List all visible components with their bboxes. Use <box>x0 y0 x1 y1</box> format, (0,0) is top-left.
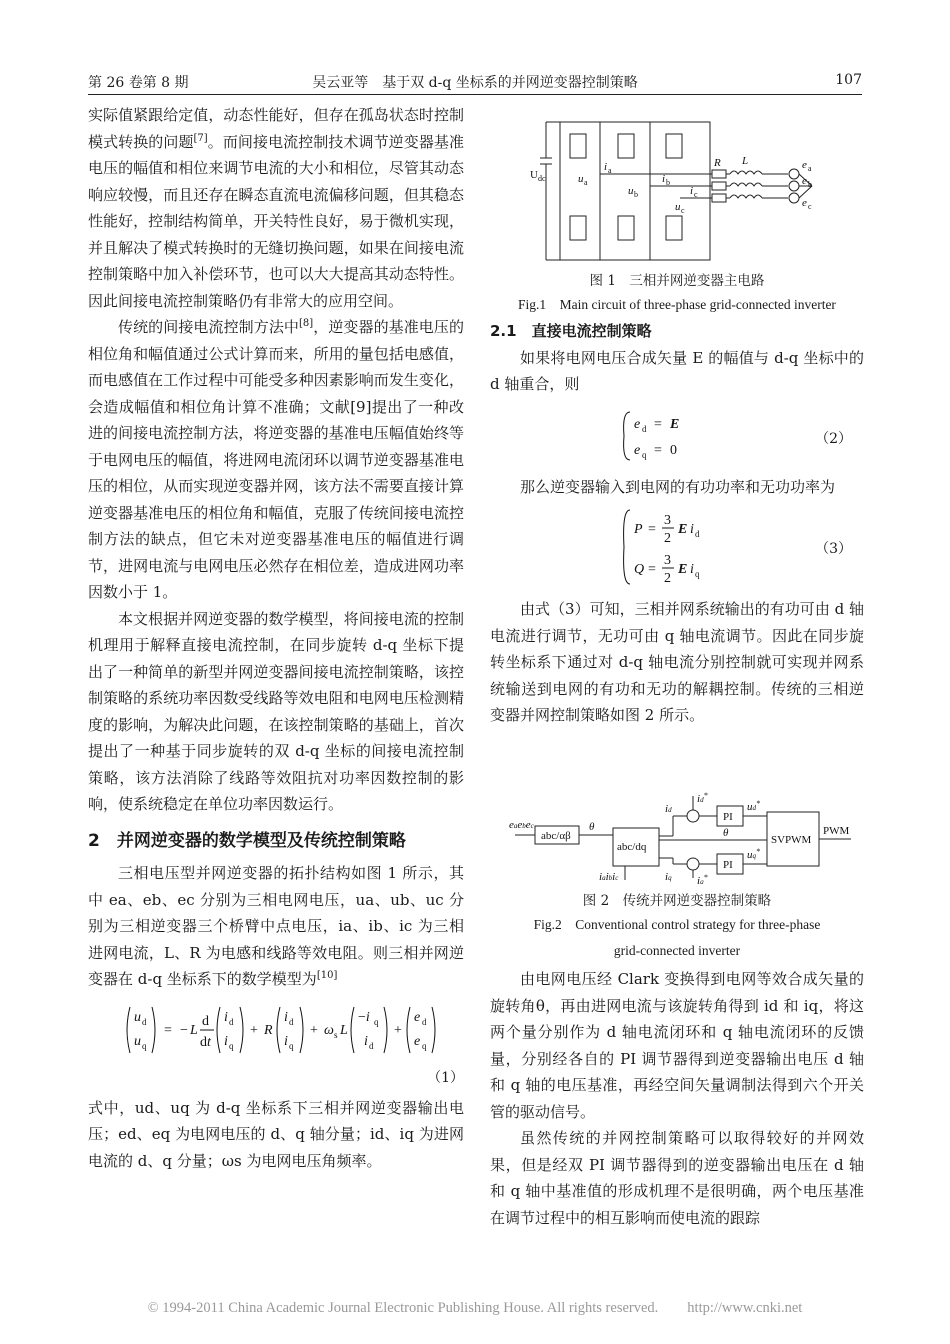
svg-text:q: q <box>422 1040 427 1051</box>
svg-text:iq*: iq* <box>697 873 708 884</box>
svg-text:u: u <box>628 185 634 197</box>
svg-text:i: i <box>284 1009 288 1025</box>
svg-text:u: u <box>675 201 681 213</box>
svg-text:L: L <box>742 155 749 167</box>
svg-text:E: E <box>678 522 688 537</box>
svg-text:dt: dt <box>200 1034 211 1050</box>
svg-text:d: d <box>289 1016 294 1027</box>
left-column <box>88 102 464 1174</box>
svg-text:e: e <box>414 1009 421 1025</box>
equation-3-formula <box>620 506 820 588</box>
subsection-heading: 2.1 直接电流控制策略 <box>490 322 652 340</box>
svg-text:i: i <box>224 1009 228 1025</box>
figure-1-caption-en: Fig.1 Main circuit of three-phase grid-connected inverter <box>518 297 836 312</box>
svg-text:=: = <box>648 522 656 537</box>
svg-text:d: d <box>695 529 700 539</box>
equation-2-formula <box>620 406 820 466</box>
svg-text:+: + <box>394 1022 402 1038</box>
volume-issue: 第 26 卷第 8 期 <box>88 75 189 91</box>
svg-text:2: 2 <box>664 531 671 546</box>
svg-text:3: 3 <box>664 513 671 528</box>
citation: [10] <box>316 970 338 981</box>
svg-text:i: i <box>690 185 694 197</box>
inverter-circuit-diagram <box>530 118 830 270</box>
svg-text:d: d <box>142 1016 147 1027</box>
svg-text:d: d <box>369 1040 374 1051</box>
running-title: 吴云亚等 基于双 d-q 坐标系的并网逆变器控制策略 <box>312 75 638 91</box>
svg-text:eaebec: eaebec <box>509 819 534 831</box>
paragraph-10: 虽然传统的并网控制策略可以取得较好的并网效果，但是经双 PI 调节器得到的逆变器输出电压在 d 轴和 q 轴中基准值的形成机理不是很明确，两个电压基准在调节过程中的相互影响而使电流的跟踪 <box>490 1129 864 1227</box>
equation-number: （1） <box>427 1069 464 1086</box>
svg-text:i: i <box>224 1033 228 1049</box>
svg-text:ω: ω <box>324 1022 334 1038</box>
equation-1-formula <box>88 999 464 1061</box>
svg-text:L: L <box>340 1022 348 1038</box>
svg-text:s: s <box>334 1029 338 1040</box>
clark-block-label: abc/αβ <box>541 830 571 842</box>
svg-text:d: d <box>202 1013 209 1029</box>
citation: [8] <box>298 318 314 329</box>
paragraph-8: 由式（3）可知，三相并网系统输出的有功可由 d 轴电流进行调节，无功可由 q 轴电流调节。因此在同步旋转坐标系下通过对 d-q 轴电流分别控制就可实现并网系统输送到电网的有功和无功的解耦控制。传统的三相逆变器并网控制策略如图 2 所示。 <box>490 600 864 724</box>
control-block-diagram <box>505 792 855 884</box>
svg-text:=: = <box>648 562 656 577</box>
svg-text:d: d <box>422 1016 427 1027</box>
paragraph-3: 本文根据并网逆变器的数学模型，将间接电流的控制机理用于解释直接电流控制，在同步旋转 d-q 坐标下提出了一种简单的新型并网逆变器间接电流控制策略，该控制策略的系统功率因数受线路等效电阻和电网电压检测精度的影响，为解决此问题，在该控制策略的基础上，首次提出了一种基于同步旋转的双 d-q 坐标的间接电流控制策略，该方法消除了线路等效阻抗对功率因数控制的影响，使系统稳定在单位功率因数运行。 <box>88 609 464 813</box>
section-heading: 2 并网逆变器的数学模型及传统控制策略 <box>88 830 406 851</box>
figure-2-caption-en-line1: Fig.2 Conventional control strategy for three-phase <box>533 917 821 932</box>
svg-text:ud*: ud* <box>747 799 760 813</box>
svg-text:i: i <box>662 173 666 185</box>
running-header <box>88 64 862 95</box>
figure-2-caption-block <box>490 890 864 964</box>
svg-text:i: i <box>690 562 694 577</box>
svg-text:U: U <box>530 169 538 181</box>
svg-text:b: b <box>634 190 638 199</box>
svg-text:=: = <box>654 416 662 432</box>
svg-text:q: q <box>229 1040 234 1051</box>
svg-text:dc: dc <box>538 174 546 183</box>
paragraph-2: 传统的间接电流控制方法中[8]，逆变器的基准电压的相位角和幅值通过公式计算而来，所用的量包括电感值，而电感值在工作过程中可能受多种因素影响而发生变化，会造成幅值和相位角计算不准确；文献[9]提出了一种改进的间接电流控制方法，将逆变器的基准电压幅值始终等于电网电压的幅值，将进网电流闭环以调节逆变器基准电压的相位，从而实现逆变器并网，该方法不需要直接计算逆变器基准电压的相位角和幅值，克服了传统间接电流控制方法的缺点，但它未对逆变器基准电压的幅值进行调节，进网电流与电网电压必然存在相位差，造成进网功率因数小于 1。 <box>88 318 464 601</box>
equation-2 <box>490 404 864 468</box>
right-column-lower <box>490 966 864 1231</box>
svg-text:q: q <box>142 1040 147 1051</box>
paragraph-5: 式中，ud、uq 为 d-q 坐标系下三相并网逆变器输出电压；ed、eq 为电网电压的 d、q 轴分量；id、iq 为进网电流的 d、q 分量；ωs 为电网电压角频率。 <box>88 1098 464 1170</box>
paragraph-6: 如果将电网电压合成矢量 E 的幅值与 d-q 坐标中的 d 轴重合，则 <box>490 348 864 393</box>
svg-text:a: a <box>584 178 588 187</box>
svg-text:id*: id* <box>697 792 708 805</box>
figure-1-circuit <box>530 118 830 270</box>
svg-text:id: id <box>665 803 672 815</box>
equation-number: （2） <box>815 430 852 447</box>
equation-3 <box>490 506 864 590</box>
svg-text:uq*: uq* <box>747 847 760 861</box>
svg-text:+: + <box>250 1022 258 1038</box>
svg-text:d: d <box>229 1016 234 1027</box>
svg-text:−i: −i <box>358 1009 370 1025</box>
figure-1-caption: 图 1 三相并网逆变器主电路 <box>589 273 765 289</box>
svg-text:=: = <box>164 1022 172 1038</box>
svg-text:e: e <box>802 159 807 171</box>
svg-text:q: q <box>374 1016 379 1027</box>
svg-text:i: i <box>284 1033 288 1049</box>
svg-text:R: R <box>264 1022 273 1038</box>
svg-text:0: 0 <box>670 442 677 458</box>
paragraph-4: 三相电压型并网逆变器的拓扑结构如图 1 所示，其中 ea、eb、ec 分别为三相电网电压，ua、ub、uc 分别为三相逆变器三个桥臂中点电压，ia、ib、ic 为三相进网电流，L、R 为电感和线路等效电阻。则三相并网逆变器在 d-q 坐标系下的数学模型为[10] <box>88 864 464 988</box>
theta-label: θ <box>589 821 595 833</box>
svg-text:Q: Q <box>634 562 645 577</box>
svg-text:q: q <box>695 569 700 579</box>
right-column <box>490 318 864 729</box>
figure-1-caption-block <box>490 270 864 318</box>
svg-text:c: c <box>808 202 812 211</box>
svg-text:i: i <box>604 161 608 173</box>
equation-number: （3） <box>815 541 852 557</box>
svg-text:e: e <box>802 197 807 209</box>
svg-text:c: c <box>681 206 685 215</box>
svg-text:u: u <box>134 1033 141 1049</box>
svg-text:e: e <box>634 416 641 432</box>
svg-text:b: b <box>666 178 670 187</box>
paragraph-1: 实际值紧跟给定值，动态性能好，但存在孤岛状态时控制模式转换的问题[7]。而间接电流控制技术调节逆变器基准电压的幅值和相位来调节电流的大小和相位，尽管其动态响应较慢，而且还存在瞬态直流电流偏移问题，但其稳态性能好，控制结构简单，开关特性良好，易于微机实现，并且解决了模式转换时的无缝切换问题，如果在间接电流控制策略中加入补偿环节，也可以大大提高其动态特性。因此间接电流控制策略仍有非常大的应用空间。 <box>88 106 464 310</box>
svg-text:i: i <box>690 522 694 537</box>
svg-text:=: = <box>654 442 662 458</box>
svg-text:q: q <box>289 1040 294 1051</box>
page-number: 107 <box>835 72 862 88</box>
svg-text:iq: iq <box>665 871 672 883</box>
svg-text:e: e <box>802 175 807 187</box>
svg-text:u: u <box>578 173 584 185</box>
svg-text:L: L <box>190 1022 198 1038</box>
paragraph-9: 由电网电压经 Clark 变换得到电网等效合成矢量的旋转角θ，再由进网电流与该旋转角得到 id 和 iq，将这两个量分别作为 d 轴电流闭环和 q 轴电流闭环的反馈量，分别经各自的 PI 调节器得到逆变器输出电压 d 轴和 q 轴的电压基准，再经空间矢量调制法得到六个开关管的驱动信号。 <box>490 970 864 1121</box>
svg-text:c: c <box>694 190 698 199</box>
svg-text:2: 2 <box>664 571 671 586</box>
svg-text:a: a <box>808 164 812 173</box>
svg-text:−: − <box>180 1022 188 1038</box>
svg-text:3: 3 <box>664 553 671 568</box>
pi-d-label: PI <box>723 811 733 823</box>
svg-text:d: d <box>642 423 647 434</box>
pwm-label: PWM <box>823 825 850 837</box>
svg-text:E: E <box>678 562 688 577</box>
svg-text:R: R <box>714 157 721 169</box>
equation-1 <box>88 999 464 1089</box>
paragraph-7: 那么逆变器输入到电网的有功功率和无功功率为 <box>520 477 836 496</box>
svg-text:E: E <box>670 416 680 432</box>
svg-text:iaibic: iaibic <box>599 871 619 883</box>
svg-text:q: q <box>642 449 647 460</box>
svpwm-label: SVPWM <box>771 834 812 846</box>
svg-text:e: e <box>414 1033 421 1049</box>
svg-text:b: b <box>808 180 812 189</box>
svg-text:i: i <box>364 1033 368 1049</box>
figure-2-caption-en-line2: grid-connected inverter <box>613 943 741 958</box>
pi-q-label: PI <box>723 859 733 871</box>
svg-text:+: + <box>310 1022 318 1038</box>
park-block-label: abc/dq <box>617 841 647 853</box>
figure-2-control-diagram <box>505 792 855 884</box>
svg-text:a: a <box>608 166 612 175</box>
figure-2-caption: 图 2 传统并网逆变器控制策略 <box>582 893 772 909</box>
citation: [7] <box>193 132 208 144</box>
svg-text:P: P <box>634 522 643 537</box>
copyright-footer: © 1994-2011 China Academic Journal Electronic Publishing House. All rights reserved. http://www.cnki.net <box>147 1300 803 1316</box>
svg-text:e: e <box>634 442 641 458</box>
svg-text:u: u <box>134 1009 141 1025</box>
svg-text:θ: θ <box>723 827 729 839</box>
